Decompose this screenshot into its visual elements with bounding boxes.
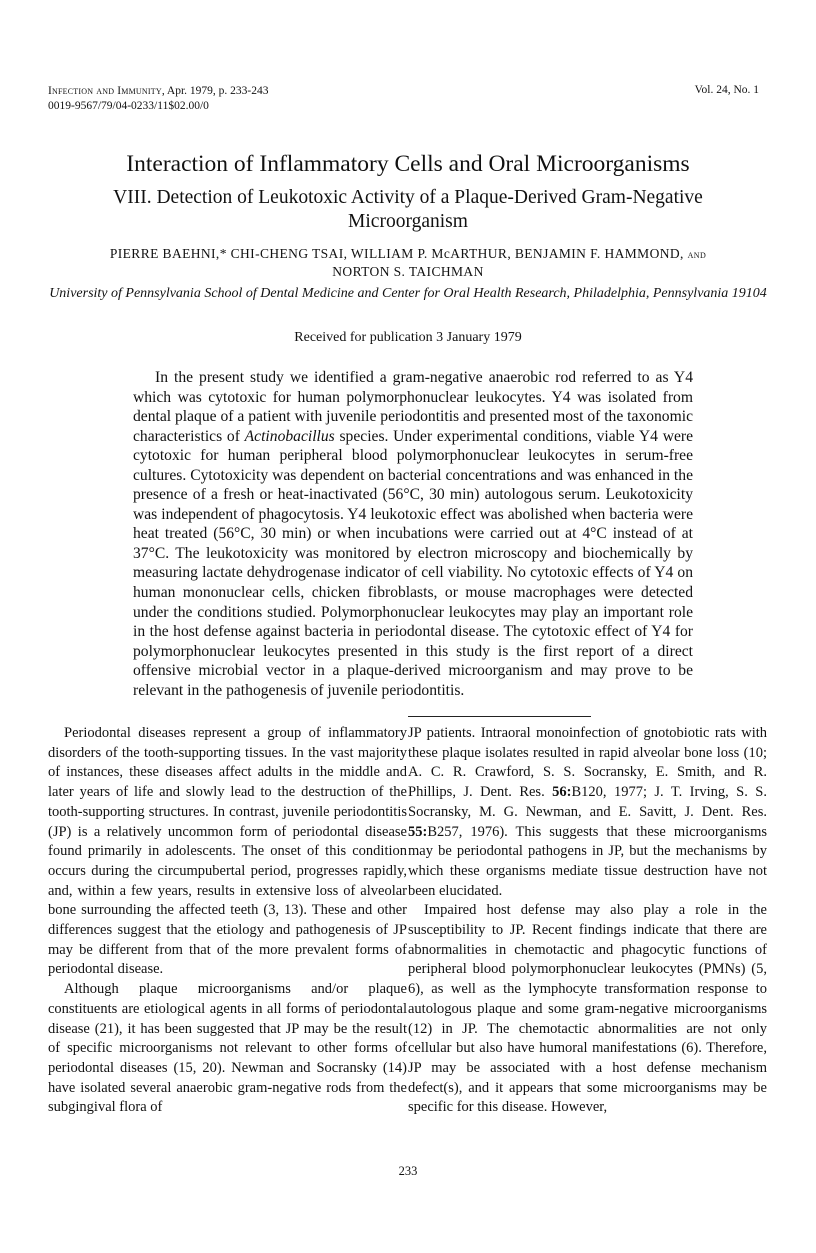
volume-info: Vol. 24, No. 1 (694, 84, 759, 96)
abstract-text-2: species. Under experimental conditions, viable Y4 were cytotoxic for human peripheral blood polymorphonuclear leukocytes in serum-free cultures. Cytotoxicity was dependent on bacterial concentrations and was enhanced in the presence of a fresh or heat-inactivated (56°C, 30 min) autologous serum. Leukotoxicity was independent of phagocytosis. Y4 leukotoxic effect was abolished when bacteria were heat treated (56°C, 30 min) or when incubations were carried out at 4°C instead of at 37°C. The leukotoxicity was monitored by electron microscopy and biochemically by measuring lactate dehydrogenase indicator of cell viability. No cytotoxic effects of Y4 on human mononuclear cells, chicken fibroblasts, or mouse macrophages were detected under the conditions studied. Polymorphonuclear leukocytes may play an important role in the host defense against bacteria in periodontal disease. The cytotoxic effect of Y4 for polymorphonuclear leukocytes presented in this study is the first report of a direct offensive microbial vector in a plaque-derived microorganism and may prove to be relevant in the pathogenesis of juvenile periodontitis. (133, 427, 693, 699)
authors-line-2: NORTON S. TAICHMAN (332, 264, 484, 279)
affiliation: University of Pennsylvania School of Dental Medicine and Center for Oral Health Research, Philadelphia, Pennsylvania 19104 (49, 286, 767, 301)
body-column-left (48, 724, 407, 1118)
text-run: B120, 1977; J. T. Irving, S. S. Socransky, M. G. Newman, and E. Savitt, J. Dent. Res. (408, 784, 767, 820)
citation-details: , Apr. 1979, p. 233-243 (161, 85, 269, 97)
authors-and: and (687, 247, 707, 261)
received-date: Received for publication 3 January 1979 (294, 330, 522, 345)
authors-line-1: PIERRE BAEHNI,* CHI-CHENG TSAI, WILLIAM P. McARTHUR, BENJAMIN F. HAMMOND, (109, 246, 684, 261)
section-divider (408, 716, 591, 717)
journal-header (48, 84, 269, 114)
journal-name: Infection and Immunity (48, 85, 162, 97)
body-paragraph: Impaired host defense may also play a role in the susceptibility to JP. Recent findings indicate that there are abnormalities in chemotactic and phagocytic functions of peripheral blood polymorphonuclear leukocytes (PMNs) (5, 6), as well as the lymphocyte transformation response to autologous plaque and some gram-negative microorganisms (12) in JP. The chemotactic abnormalities are not only cellular but also have humoral manifestations (6). Therefore, JP may be associated with a host defense mechanism defect(s), and it appears that some microorganisms may be specific for this disease. However, (408, 902, 767, 1116)
journal-citation (48, 84, 269, 99)
author-list (40, 245, 776, 281)
article-code: 0019-9567/79/04-0233/11$02.00/0 (48, 100, 209, 112)
body-paragraph (408, 724, 767, 901)
text-run: B257, 1976). This suggests that these microorganisms may be periodontal pathogens in JP, but the mechanisms by which these organisms mediate tissue destruction have not been elucidated. (408, 823, 767, 899)
article-title: Interaction of Inflammatory Cells and Oral Microorganisms (126, 151, 690, 177)
journal-volume: 55: (408, 823, 428, 840)
body-paragraph: Periodontal diseases represent a group of inflammatory disorders of the tooth-supporting tissues. In the vast majority of instances, these diseases affect adults in the middle and later years of life and slowly lead to the destruction of the tooth-supporting structures. In contrast, juvenile periodontitis (JP) is a relatively uncommon form of periodontal disease found primarily in adolescents. The onset of this condition occurs during the circumpubertal period, progresses rapidly, and, within a few years, results in extensive loss of alveolar bone surrounding the affected teeth (3, 13). These and other differences suggest that the etiology and pathogenesis of JP may be different from that of the more prevalent forms of periodontal disease. (48, 725, 407, 978)
journal-volume: 56: (552, 784, 572, 801)
body-paragraph: Although plaque microorganisms and/or plaque constituents are etiological agents in all forms of periodontal disease (21), it has been suggested that JP may be the result of specific microorganisms not relevant to other forms of periodontal diseases (15, 20). Newman and Socransky (14) have isolated several anaerobic gram-negative rods from the subgingival flora of (48, 981, 407, 1116)
abstract-genus: Actinobacillus (244, 427, 335, 445)
page-number: 233 (398, 1164, 418, 1178)
article-subtitle: VIII. Detection of Leukotoxic Activity of a Plaque-Derived Gram-Negative Microorganism (113, 187, 703, 232)
text-run: JP patients. Intraoral monoinfection of gnotobiotic rats with these plaque isolates resulted in rapid alveolar bone loss (10; A. C. R. Crawford, S. S. Socransky, E. Smith, and R. Phillips, J. Dent. Res. (408, 725, 767, 801)
body-column-right (408, 724, 767, 1118)
abstract (133, 368, 693, 700)
abstract-text-1: In the present study we identified a gram-negative anaerobic rod referred to as Y4 which was cytotoxic for human polymorphonuclear leukocytes. Y4 was isolated from dental plaque of a patient with juvenile periodontitis and presented most of the taxonomic characteristics of (133, 369, 693, 445)
